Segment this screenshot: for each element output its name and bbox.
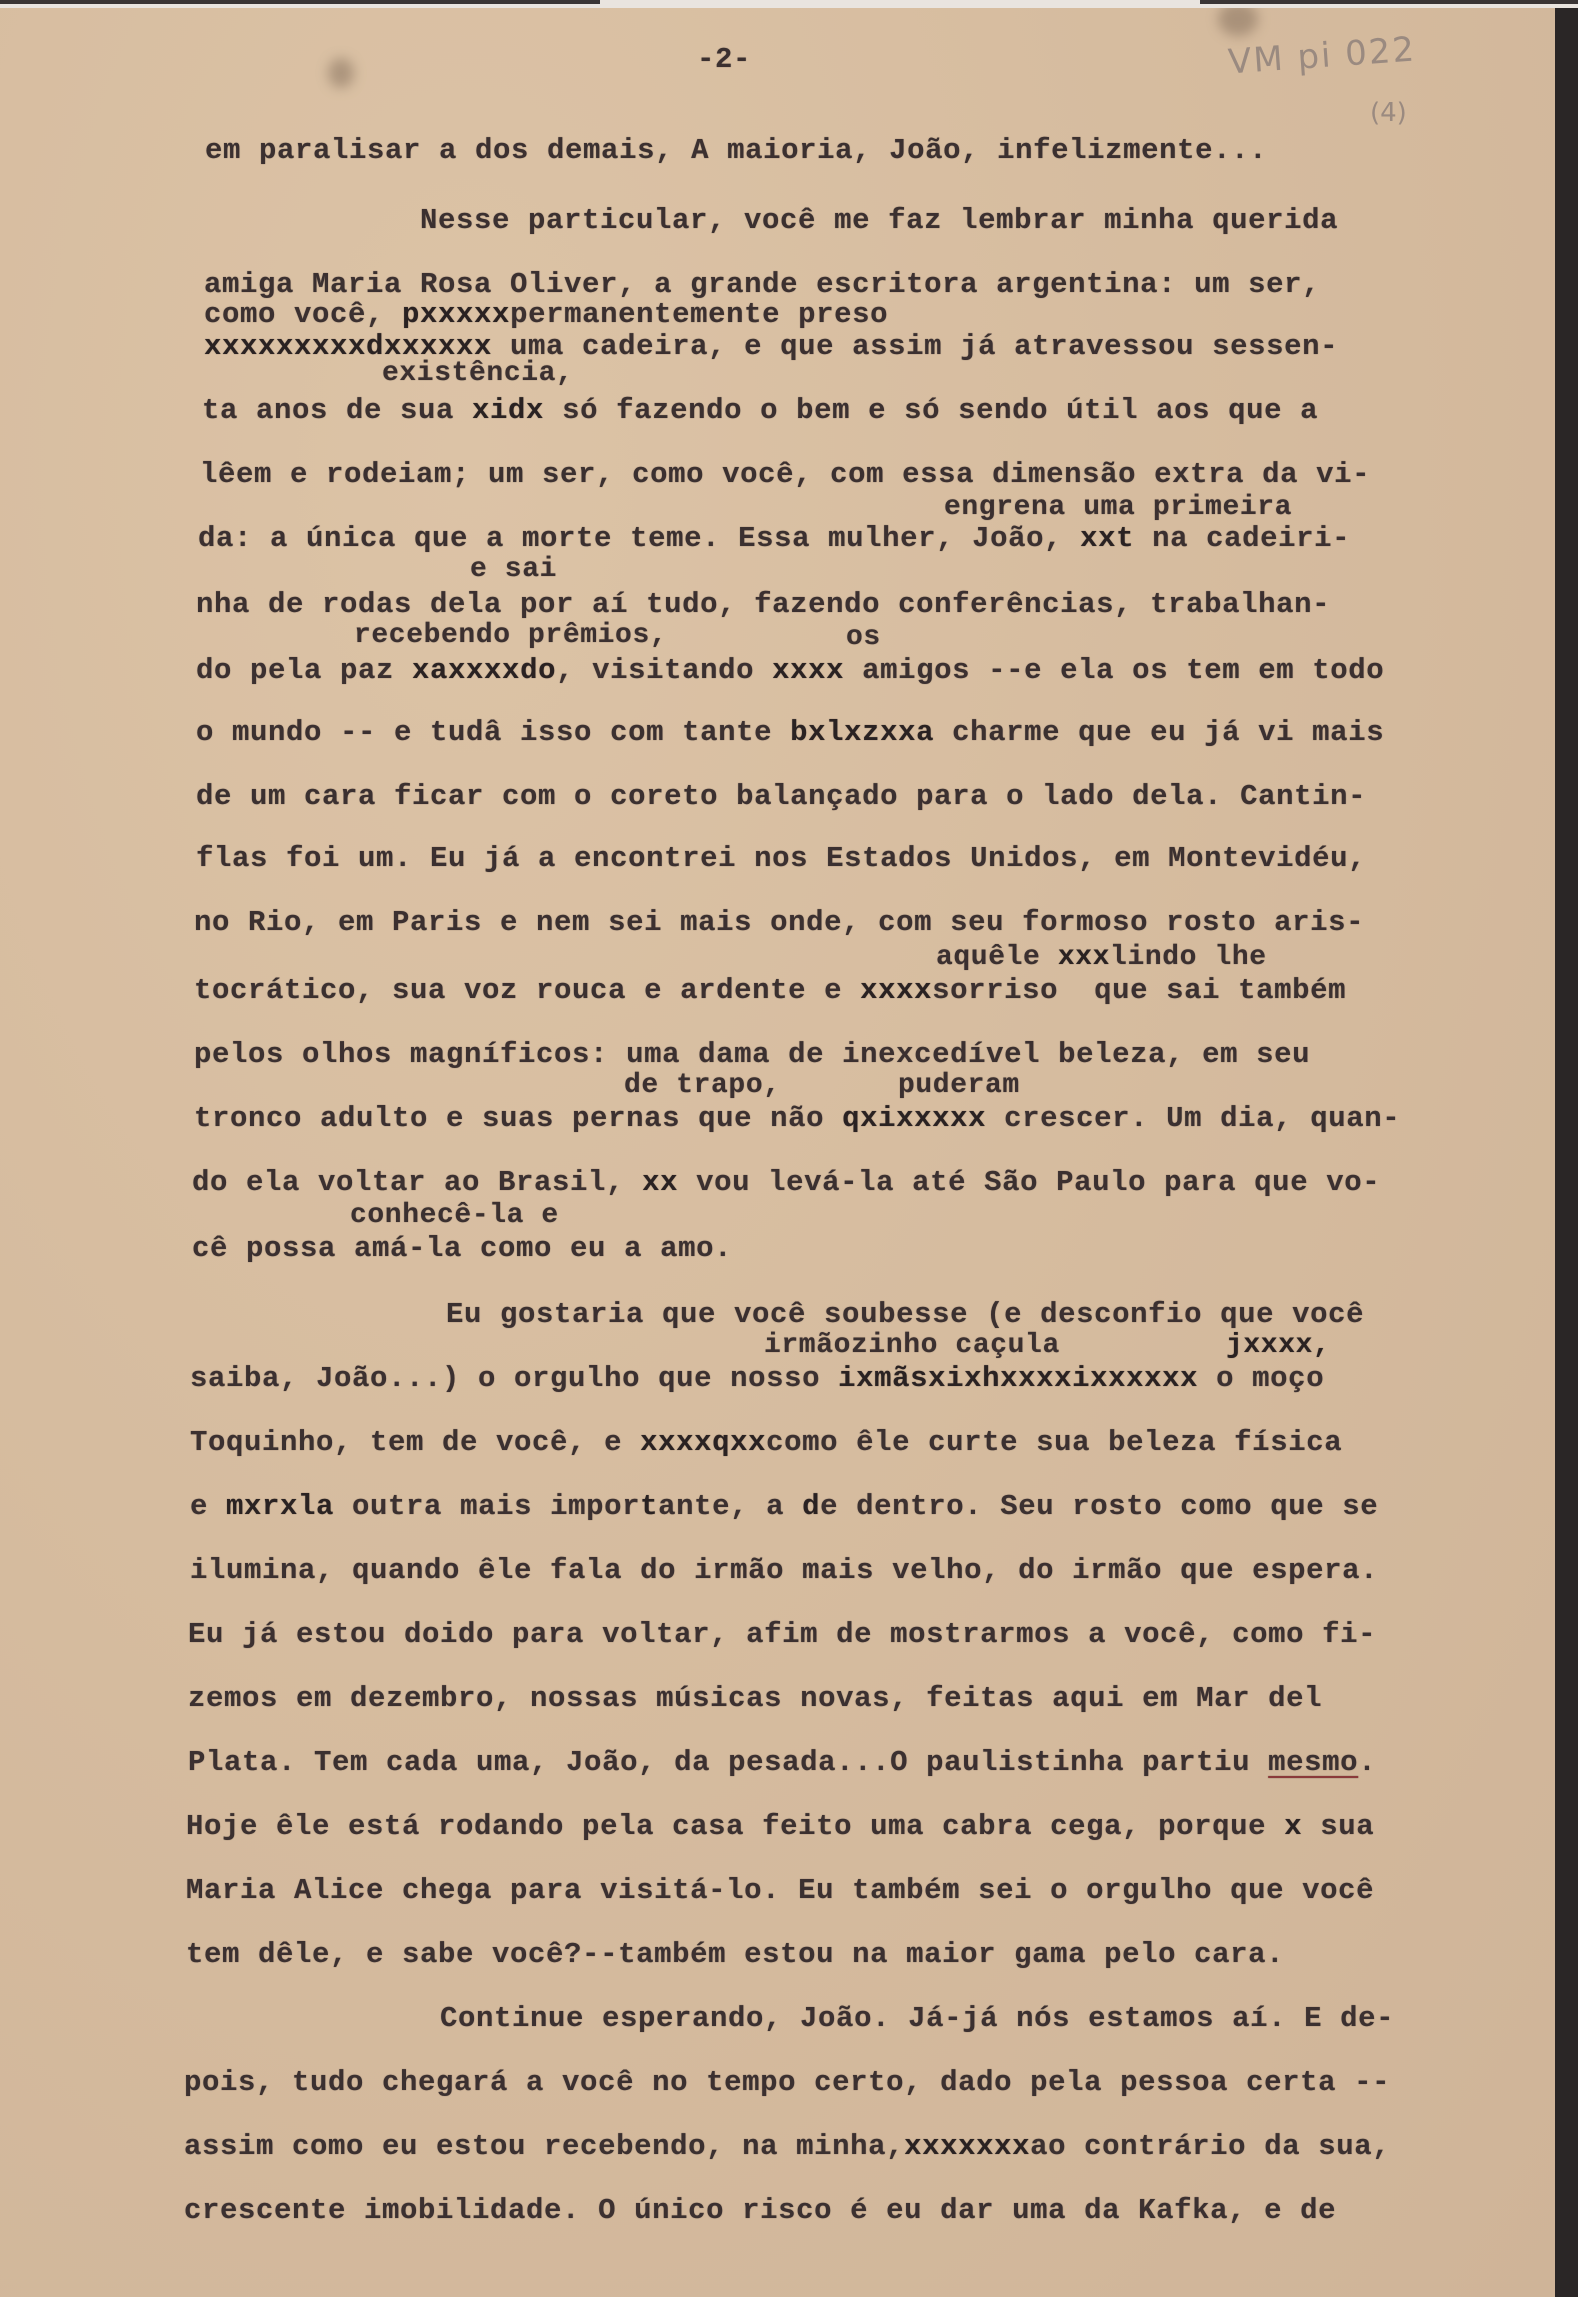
text-segment: ao contrário da sua, (1030, 2130, 1391, 2163)
text-segment: Toquinho, tem de você, e (190, 1426, 641, 1459)
inserted-text (936, 942, 1267, 973)
overtyped-char: t (640, 1490, 659, 1523)
text-line (184, 2130, 1390, 2163)
text-line: no Rio, em Paris e nem sei mais onde, com seu formoso rosto aris- (194, 906, 1365, 939)
text-line: cê possa amá-la como eu a amo. (192, 1232, 733, 1265)
text-line: pois, tudo chegará a você no tempo certo, dado pela pessoa certa -- (184, 2066, 1391, 2099)
text-line: tem dêle, e sabe você?--também estou na maior gama pelo cara. (186, 1938, 1285, 1971)
strikeout-text: xxxx (772, 654, 845, 687)
page-number: -2- (697, 43, 752, 76)
text-segment: charme que eu já vi mais (934, 716, 1385, 749)
strikeout-text: xidx (472, 394, 545, 427)
strikeout-text: xxxxxxxxxdxxxxxx (204, 330, 493, 363)
text-line: nha de rodas dela por aí tudo, fazendo conferências, trabalhan- (196, 588, 1331, 621)
text-line: ilumina, quando êle fala do irmão mais velho, do irmão que espera. (190, 1554, 1379, 1587)
strikeout-text: ixmãsxixhxxxxixxxxxx (838, 1362, 1199, 1395)
archive-note-sub: (4) (1370, 98, 1407, 128)
inserted-text: engrena uma primeira (944, 492, 1293, 523)
inserted-text: irmãozinho caçula (764, 1330, 1060, 1361)
text-line: lêem e rodeiam; um ser, como você, com essa dimensão extra da vi- (200, 458, 1371, 491)
strikeout-text: xxt (1080, 522, 1135, 555)
strikeout-text: jxxxx, (1226, 1330, 1331, 1361)
text-line: Maria Alice chega para visitá-lo. Eu também sei o orgulho que você (186, 1874, 1375, 1907)
text-segment: tronco adulto e suas pernas que não (194, 1102, 843, 1135)
strikeout-text: xxxxxxx (904, 2130, 1031, 2163)
text-line (204, 298, 888, 331)
text-line (202, 394, 1318, 427)
scan-edge-shadow (1200, 0, 1578, 4)
text-line: amiga Maria Rosa Oliver, a grande escritora argentina: um ser, (204, 268, 1321, 301)
strikeout-text: xxx (1057, 942, 1111, 973)
text-segment: do pela paz (196, 654, 413, 687)
text-segment: Plata. Tem cada uma, João, da pesada...O paulistinha partiu (188, 1746, 1269, 1779)
ink-stain (328, 58, 354, 88)
inserted-text: e sai (470, 554, 558, 585)
inserted-text: existência, (382, 358, 574, 389)
strikeout-text: xxxx (860, 974, 933, 1007)
overtyped-char: d (802, 1490, 821, 1523)
text-line: crescente imobilidade. O único risco é eu dar uma da Kafka, e de (184, 2194, 1337, 2227)
text-line (192, 1166, 1380, 1199)
text-segment: tocrático, sua voz rouca e ardente e (194, 974, 861, 1007)
text-line (198, 522, 1350, 555)
strikeout-text: x (1284, 1810, 1303, 1843)
text-segment: do ela voltar ao Brasil, (192, 1166, 643, 1199)
strikeout-text: pxxxxx (402, 298, 511, 331)
text-line (188, 1746, 1376, 1779)
text-line (196, 716, 1384, 749)
text-line (190, 1490, 1378, 1523)
text-line (204, 330, 1338, 363)
text-segment: lindo lhe (1110, 942, 1267, 973)
text-line: Continue esperando, João. Já-já nós estamos aí. E de- (440, 2002, 1395, 2035)
text-segment: na cadeiri- (1134, 522, 1351, 555)
text-segment: sorriso que sai também (932, 974, 1347, 1007)
text-line: em paralisar a dos demais, A maioria, João, infelizmente... (205, 134, 1268, 167)
text-segment: assim como eu estou recebendo, na minha, (184, 2130, 905, 2163)
text-line: Eu gostaria que você soubesse (e desconfio que você (446, 1298, 1365, 1331)
text-segment: só fazendo o bem e só sendo útil aos que a (544, 394, 1319, 427)
text-line: zemos em dezembro, nossas músicas novas, feitas aqui em Mar del (188, 1682, 1323, 1715)
text-segment: uma cadeira, e que assim já atravessou sessen- (492, 330, 1339, 363)
inserted-text: os (846, 622, 881, 653)
strikeout-text: xaxxxxdo (412, 654, 557, 687)
scan-top-edge (0, 0, 1578, 8)
scan-edge-shadow (0, 0, 600, 4)
text-segment: saiba, João...) o orgulho que nosso (190, 1362, 839, 1395)
text-line: Nesse particular, você me faz lembrar minha querida (420, 204, 1339, 237)
text-line (196, 654, 1384, 687)
text-segment: , visitando (556, 654, 773, 687)
strikeout-text: xxxxqxx (640, 1426, 767, 1459)
text-segment: sua (1302, 1810, 1375, 1843)
inserted-text: puderam (898, 1070, 1020, 1101)
text-segment: amigos --e ela os tem em todo (844, 654, 1385, 687)
strikeout-text: bxlxzxxa (790, 716, 935, 749)
text-segment: ta anos de sua (202, 394, 473, 427)
text-line (194, 974, 1346, 1007)
text-segment: Hoje êle está rodando pela casa feito uma cabra cega, porque (186, 1810, 1285, 1843)
text-line: flas foi um. Eu já a encontrei nos Estados Unidos, em Montevidéu, (196, 842, 1367, 875)
text-line: Eu já estou doido para voltar, afim de mostrarmos a você, como fi- (188, 1618, 1377, 1651)
underlined-text: mesmo (1268, 1746, 1359, 1779)
text-segment: como êle curte sua beleza física (766, 1426, 1343, 1459)
text-segment: o mundo -- e tudâ isso com tante (196, 716, 791, 749)
text-segment: o moço (1198, 1362, 1325, 1395)
text-segment: . (1358, 1746, 1377, 1779)
text-segment: outra mais impor (334, 1490, 641, 1523)
text-segment: permanentemente preso (510, 298, 889, 331)
text-segment: da: a única que a morte teme. Essa mulher, João, (198, 522, 1081, 555)
ink-stain (1218, 8, 1258, 36)
inserted-text: recebendo prêmios, (354, 620, 668, 651)
text-segment: aquêle (936, 942, 1058, 973)
text-line (186, 1810, 1374, 1843)
text-segment: e (190, 1490, 227, 1523)
text-segment: ante, a (658, 1490, 803, 1523)
text-line: de um cara ficar com o coreto balançado para o lado dela. Cantin- (196, 780, 1367, 813)
text-segment: como você, (204, 298, 403, 331)
archive-note: VM pi 022 (1226, 29, 1418, 83)
inserted-text: de trapo, (624, 1070, 781, 1101)
text-line (190, 1426, 1342, 1459)
strikeout-text: qxixxxxx (842, 1102, 987, 1135)
strikeout-text: mxrxla (226, 1490, 335, 1523)
inserted-text: conhecê-la e (350, 1200, 559, 1231)
text-line (194, 1102, 1400, 1135)
strikeout-text: xx (642, 1166, 679, 1199)
letter-page (0, 8, 1555, 2297)
text-segment: e dentro. Seu rosto como que se (820, 1490, 1379, 1523)
text-segment: crescer. Um dia, quan- (986, 1102, 1401, 1135)
text-segment: vou levá-la até São Paulo para que vo- (678, 1166, 1381, 1199)
text-line: pelos olhos magníficos: uma dama de inexcedível beleza, em seu (194, 1038, 1311, 1071)
text-line (190, 1362, 1324, 1395)
